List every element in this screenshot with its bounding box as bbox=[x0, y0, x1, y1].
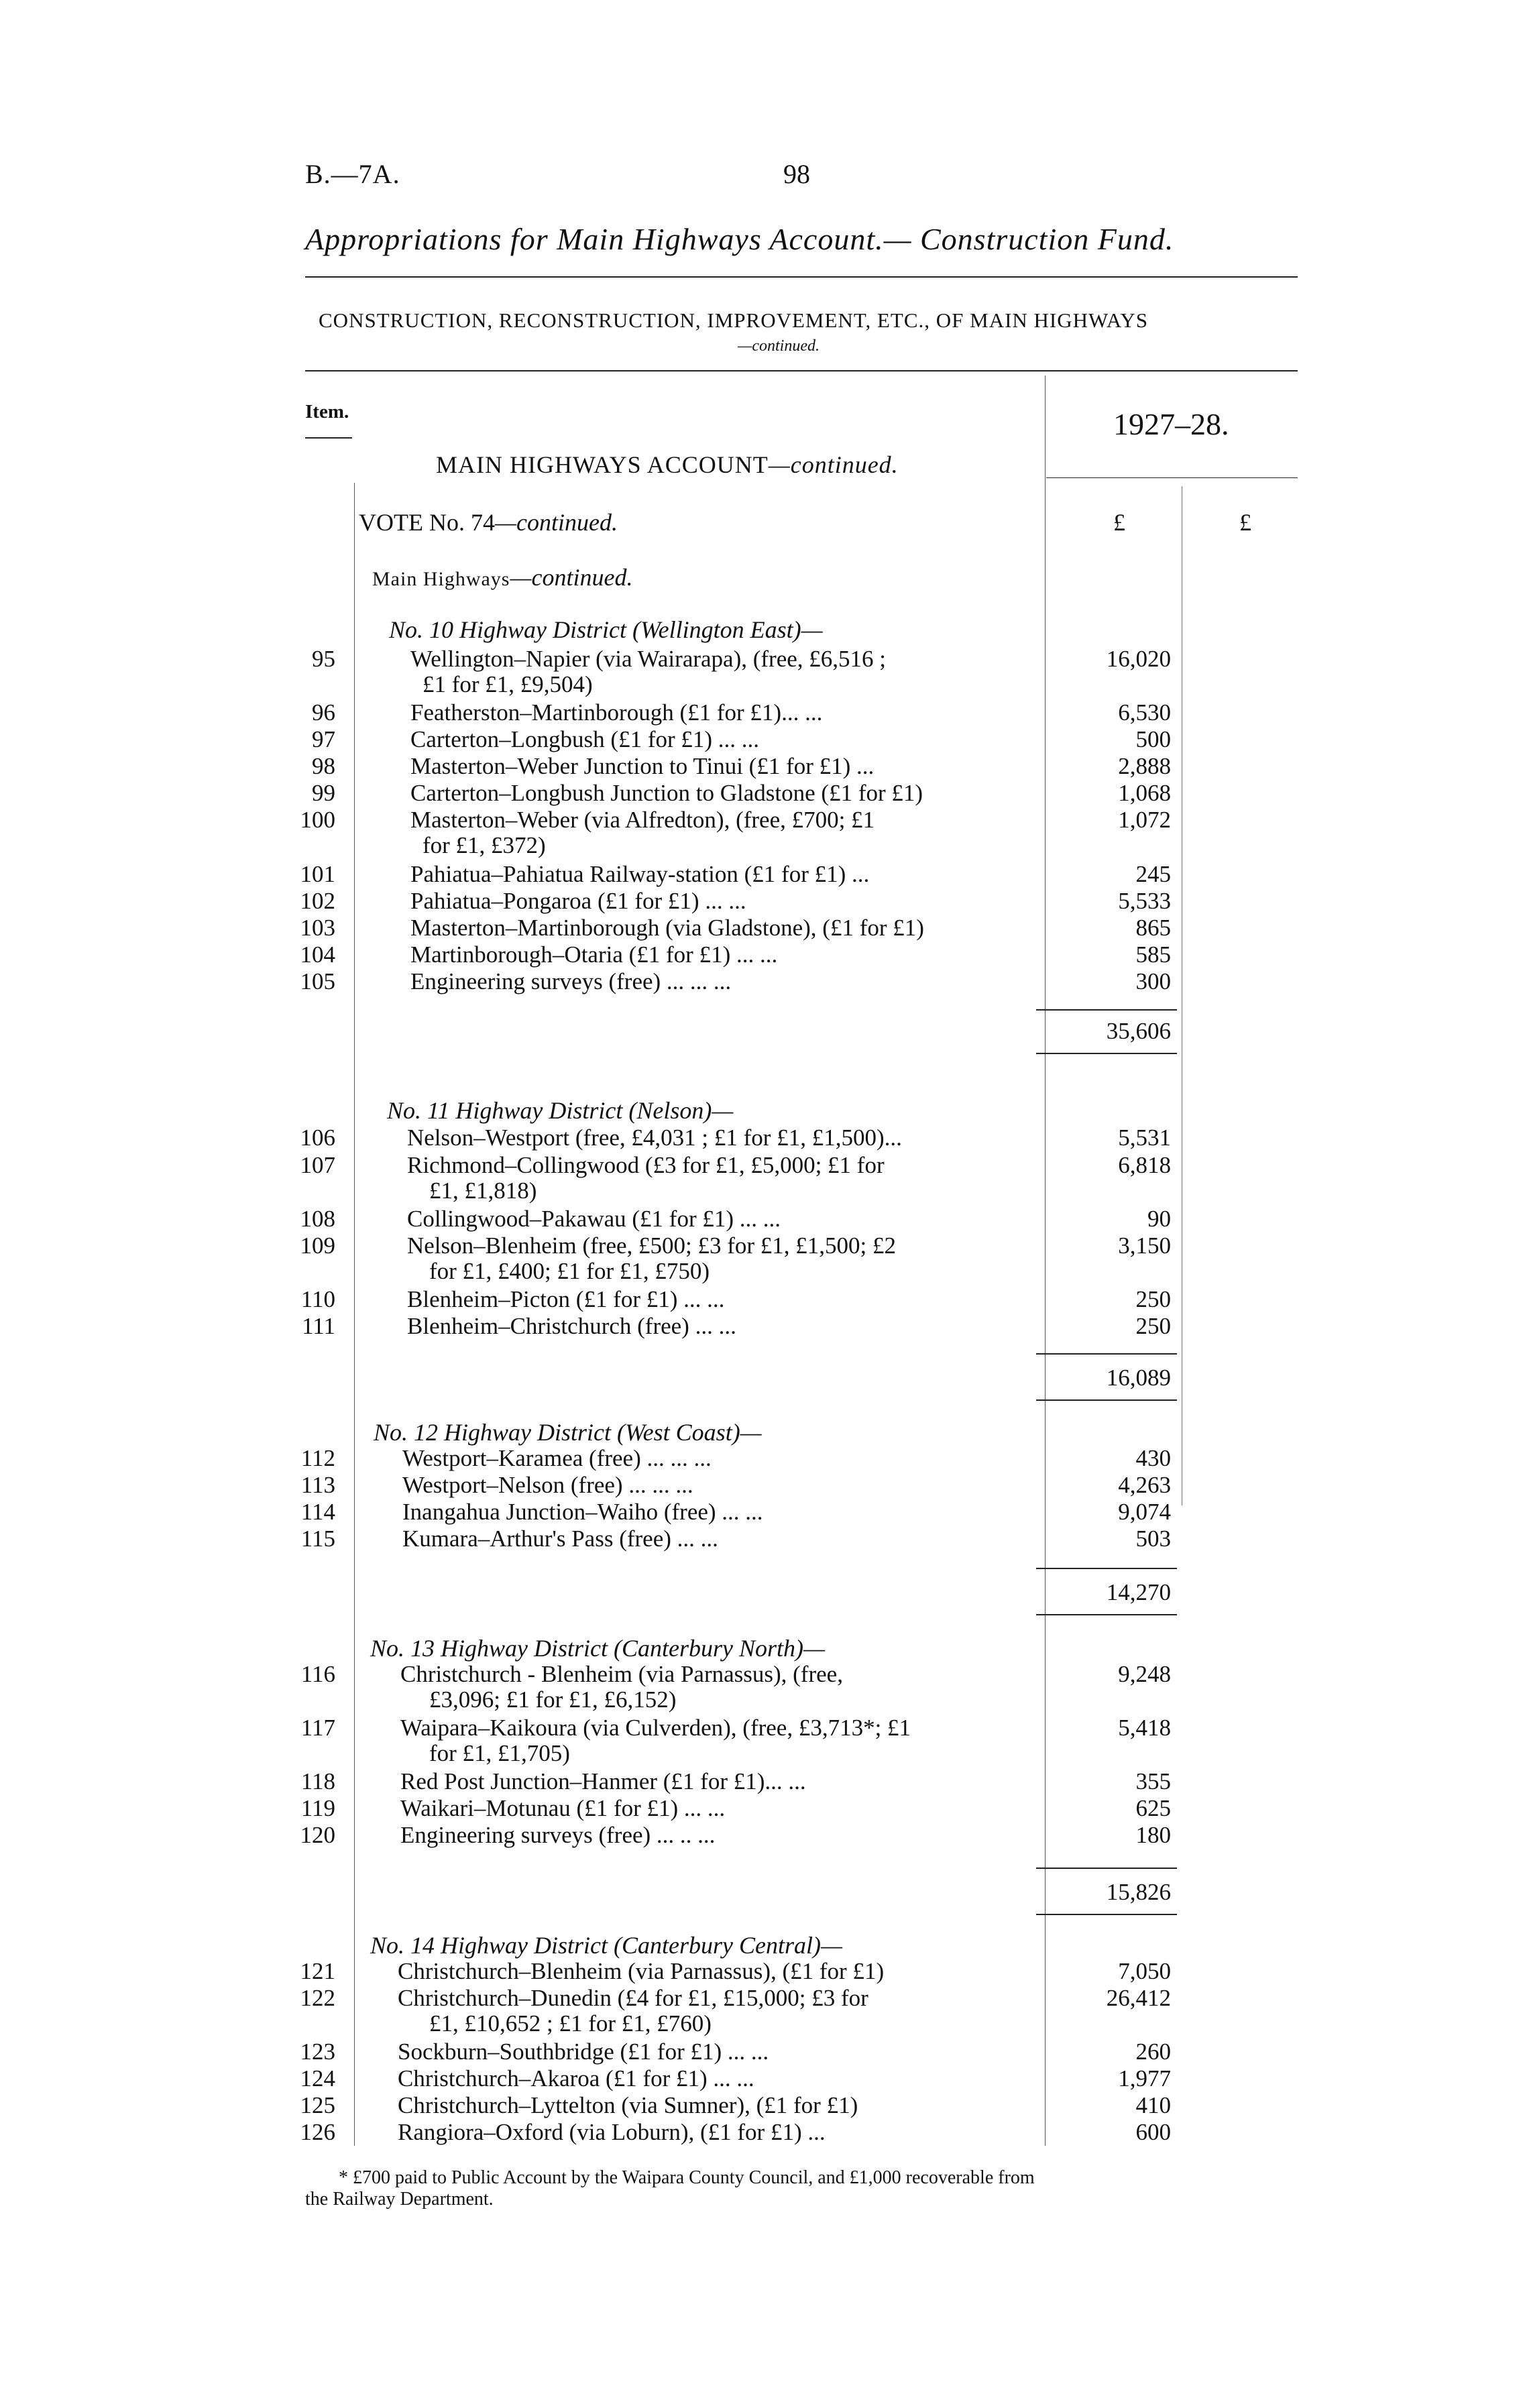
item-description: Red Post Junction–Hanmer (£1 for £1)... ... bbox=[400, 1768, 806, 1794]
item-number: 99 bbox=[312, 780, 335, 806]
item-description: Christchurch–Dunedin (£4 for £1, £15,000; £3 for bbox=[398, 1985, 868, 2011]
item-number: 121 bbox=[300, 1958, 335, 1984]
item-amount: 260 bbox=[1135, 2039, 1171, 2065]
item-description: Christchurch–Lyttelton (via Sumner), (£1 for £1) bbox=[398, 2092, 858, 2118]
item-header-underline bbox=[305, 437, 352, 439]
item-column-rule bbox=[354, 483, 355, 2146]
item-description: Rangiora–Oxford (via Loburn), (£1 for £1) ... bbox=[398, 2119, 826, 2145]
item-description: Blenheim–Christchurch (free) ... ... bbox=[407, 1313, 736, 1339]
item-amount: 16,020 bbox=[1106, 646, 1171, 672]
pound-column-b: £ bbox=[1239, 509, 1251, 536]
item-description: Waipara–Kaikoura (via Culverden), (free, £3,713*; £1 bbox=[400, 1715, 911, 1741]
item-number: 105 bbox=[300, 968, 335, 994]
item-number: 98 bbox=[312, 753, 335, 779]
item-description: Masterton–Martinborough (via Gladstone), (£1 for £1) bbox=[410, 915, 924, 941]
subtotal-rule bbox=[1036, 1399, 1177, 1401]
year-column-header: 1927–28. bbox=[1113, 407, 1229, 441]
item-amount: 250 bbox=[1135, 1286, 1171, 1312]
item-amount: 503 bbox=[1135, 1526, 1171, 1552]
item-amount: 250 bbox=[1135, 1313, 1171, 1339]
item-number: 97 bbox=[312, 726, 335, 752]
table-row bbox=[0, 1985, 1521, 2037]
item-description: Sockburn–Southbridge (£1 for £1) ... ... bbox=[398, 2039, 769, 2065]
item-description: Pahiatua–Pahiatua Railway-station (£1 for £1) ... bbox=[410, 861, 870, 887]
item-amount: 9,074 bbox=[1118, 1499, 1171, 1525]
item-description-continued: for £1, £1,705) bbox=[429, 1740, 570, 1766]
district-heading: No. 14 Highway District (Canterbury Central)— bbox=[370, 1932, 842, 1959]
item-number: 116 bbox=[300, 1661, 335, 1687]
table-row bbox=[0, 2065, 1521, 2091]
item-description: Engineering surveys (free) ... ... ... bbox=[410, 968, 732, 994]
table-row bbox=[0, 699, 1521, 726]
item-description: Collingwood–Pakawau (£1 for £1) ... ... bbox=[407, 1206, 781, 1232]
item-description: Featherston–Martinborough (£1 for £1)... ... bbox=[410, 699, 823, 726]
item-amount: 1,977 bbox=[1118, 2065, 1171, 2091]
table-row bbox=[0, 753, 1521, 779]
item-description: Inangahua Junction–Waiho (free) ... ... bbox=[402, 1499, 763, 1525]
table-row bbox=[0, 1795, 1521, 1821]
item-number: 119 bbox=[300, 1795, 335, 1821]
item-amount: 600 bbox=[1135, 2119, 1171, 2145]
item-amount: 180 bbox=[1135, 1822, 1171, 1848]
item-description: Christchurch–Blenheim (via Parnassus), (£1 for £1) bbox=[398, 1958, 885, 1984]
item-amount: 355 bbox=[1135, 1768, 1171, 1794]
item-description: Carterton–Longbush (£1 for £1) ... ... bbox=[410, 726, 760, 752]
item-amount: 865 bbox=[1135, 915, 1171, 941]
district-subtotal: 14,270 bbox=[1106, 1579, 1171, 1605]
item-number: 109 bbox=[300, 1232, 335, 1259]
item-amount: 3,150 bbox=[1118, 1232, 1171, 1259]
table-row bbox=[0, 780, 1521, 806]
item-description-continued: £1, £10,652 ; £1 for £1, £760) bbox=[429, 2010, 712, 2037]
item-description: Nelson–Blenheim (free, £500; £3 for £1, £1,500; £2 bbox=[407, 1232, 897, 1259]
item-description: Blenheim–Picton (£1 for £1) ... ... bbox=[407, 1286, 725, 1312]
district-heading: No. 13 Highway District (Canterbury North)— bbox=[370, 1635, 826, 1662]
item-description: Wellington–Napier (via Wairarapa), (free, £6,516 ; bbox=[410, 646, 886, 672]
main-highways-heading: Main Highways—continued. bbox=[372, 564, 633, 591]
table-top-rule bbox=[305, 370, 1298, 371]
item-amount: 6,530 bbox=[1118, 699, 1171, 726]
item-amount: 245 bbox=[1135, 861, 1171, 887]
title-rule bbox=[305, 276, 1298, 278]
vote-heading: VOTE No. 74—continued. bbox=[359, 509, 618, 536]
item-number: 122 bbox=[300, 1985, 335, 2011]
item-amount: 9,248 bbox=[1118, 1661, 1171, 1687]
document-reference: B.—7A. bbox=[305, 159, 400, 189]
item-description: Martinborough–Otaria (£1 for £1) ... ... bbox=[410, 941, 778, 968]
item-description: Christchurch–Akaroa (£1 for £1) ... ... bbox=[398, 2065, 754, 2091]
item-amount: 6,818 bbox=[1118, 1152, 1171, 1178]
amount-column-rule bbox=[1045, 376, 1046, 2146]
table-row bbox=[0, 1286, 1521, 1312]
item-amount: 430 bbox=[1135, 1445, 1171, 1471]
table-row bbox=[0, 1313, 1521, 1339]
subtotal-rule bbox=[1036, 1568, 1177, 1569]
table-row bbox=[0, 1958, 1521, 1984]
item-number: 117 bbox=[300, 1715, 335, 1741]
item-amount: 585 bbox=[1135, 941, 1171, 968]
district-subtotal: 16,089 bbox=[1106, 1365, 1171, 1391]
item-number: 112 bbox=[300, 1445, 335, 1471]
subtotal-rule bbox=[1036, 1914, 1177, 1915]
item-description: Kumara–Arthur's Pass (free) ... ... bbox=[402, 1526, 718, 1552]
subtotal-rule bbox=[1036, 1868, 1177, 1869]
item-description-continued: for £1, £400; £1 for £1, £750) bbox=[429, 1258, 710, 1284]
district-heading: No. 10 Highway District (Wellington East)— bbox=[389, 616, 823, 643]
item-number: 118 bbox=[300, 1768, 335, 1794]
item-number: 106 bbox=[300, 1125, 335, 1151]
table-row bbox=[0, 1768, 1521, 1794]
item-amount: 410 bbox=[1135, 2092, 1171, 2118]
section-subtitle-continued: —continued. bbox=[738, 337, 820, 355]
item-number: 104 bbox=[300, 941, 335, 968]
subtotal-rule bbox=[1036, 1614, 1177, 1615]
item-amount: 300 bbox=[1135, 968, 1171, 994]
item-number: 95 bbox=[312, 646, 335, 672]
item-number: 108 bbox=[300, 1206, 335, 1232]
item-number: 101 bbox=[300, 861, 335, 887]
page-number: 98 bbox=[783, 159, 810, 189]
table-row bbox=[0, 2092, 1521, 2118]
item-amount: 90 bbox=[1147, 1206, 1171, 1232]
table-row bbox=[0, 726, 1521, 752]
table-row bbox=[0, 1152, 1521, 1204]
subtotal-rule bbox=[1036, 1009, 1177, 1011]
item-description: Westport–Nelson (free) ... ... ... bbox=[402, 1472, 693, 1498]
subtotal-rule bbox=[1036, 1353, 1177, 1355]
item-number: 124 bbox=[300, 2065, 335, 2091]
item-number: 103 bbox=[300, 915, 335, 941]
item-number: 125 bbox=[300, 2092, 335, 2118]
item-description: Waikari–Motunau (£1 for £1) ... ... bbox=[400, 1795, 726, 1821]
item-description: Masterton–Weber (via Alfredton), (free, £700; £1 bbox=[410, 807, 875, 833]
footnote-line-2: the Railway Department. bbox=[305, 2189, 494, 2210]
pound-column-a: £ bbox=[1113, 509, 1125, 536]
year-header-rule bbox=[1046, 477, 1298, 478]
item-description: Pahiatua–Pongaroa (£1 for £1) ... ... bbox=[410, 888, 746, 914]
item-amount: 1,068 bbox=[1118, 780, 1171, 806]
item-number: 123 bbox=[300, 2039, 335, 2065]
item-amount: 5,418 bbox=[1118, 1715, 1171, 1741]
table-row bbox=[0, 861, 1521, 887]
footnote-line-1: * £700 paid to Public Account by the Waipara County Council, and £1,000 recoverable from bbox=[339, 2167, 1035, 2188]
district-subtotal: 15,826 bbox=[1106, 1879, 1171, 1905]
district-heading: No. 12 Highway District (West Coast)— bbox=[374, 1419, 762, 1446]
item-amount: 2,888 bbox=[1118, 753, 1171, 779]
item-number: 115 bbox=[300, 1526, 335, 1552]
item-description: Engineering surveys (free) ... .. ... bbox=[400, 1822, 716, 1848]
item-description-continued: £3,096; £1 for £1, £6,152) bbox=[429, 1686, 677, 1713]
item-amount: 500 bbox=[1135, 726, 1171, 752]
item-number: 100 bbox=[300, 807, 335, 833]
item-description: Richmond–Collingwood (£3 for £1, £5,000; £1 for bbox=[407, 1152, 885, 1178]
item-number: 96 bbox=[312, 699, 335, 726]
table-row bbox=[0, 1822, 1521, 1848]
item-description: Nelson–Westport (free, £4,031 ; £1 for £1, £1,500)... bbox=[407, 1125, 902, 1151]
table-row bbox=[0, 1232, 1521, 1284]
item-description-continued: £1 for £1, £9,504) bbox=[422, 671, 593, 697]
table-row bbox=[0, 1661, 1521, 1713]
item-description-continued: £1, £1,818) bbox=[429, 1178, 537, 1204]
section-subtitle: CONSTRUCTION, RECONSTRUCTION, IMPROVEMENT, ETC., OF MAIN HIGHWAYS bbox=[319, 308, 1149, 332]
item-amount: 5,531 bbox=[1118, 1125, 1171, 1151]
table-row bbox=[0, 968, 1521, 994]
item-column-header: Item. bbox=[305, 401, 349, 422]
item-amount: 4,263 bbox=[1118, 1472, 1171, 1498]
table-row bbox=[0, 2119, 1521, 2145]
table-row bbox=[0, 1445, 1521, 1471]
item-description: Masterton–Weber Junction to Tinui (£1 for £1) ... bbox=[410, 753, 875, 779]
page-title: Appropriations for Main Highways Account.— Construction Fund. bbox=[305, 222, 1174, 256]
item-number: 114 bbox=[300, 1499, 335, 1525]
district-subtotal: 35,606 bbox=[1106, 1018, 1171, 1044]
item-number: 113 bbox=[300, 1472, 335, 1498]
item-number: 107 bbox=[300, 1152, 335, 1178]
district-heading: No. 11 Highway District (Nelson)— bbox=[387, 1097, 734, 1124]
item-amount: 26,412 bbox=[1106, 1985, 1171, 2011]
item-description: Carterton–Longbush Junction to Gladstone (£1 for £1) bbox=[410, 780, 923, 806]
subtotal-rule bbox=[1036, 1053, 1177, 1054]
item-description: Christchurch - Blenheim (via Parnassus), (free, bbox=[400, 1661, 843, 1687]
item-number: 120 bbox=[300, 1822, 335, 1848]
item-amount: 625 bbox=[1135, 1795, 1171, 1821]
item-number: 102 bbox=[300, 888, 335, 914]
table-row bbox=[0, 941, 1521, 968]
item-amount: 1,072 bbox=[1118, 807, 1171, 833]
item-amount: 5,533 bbox=[1118, 888, 1171, 914]
item-number: 110 bbox=[300, 1286, 335, 1312]
item-description-continued: for £1, £372) bbox=[422, 832, 546, 858]
item-amount: 7,050 bbox=[1118, 1958, 1171, 1984]
table-row bbox=[0, 1472, 1521, 1498]
item-number: 111 bbox=[302, 1313, 335, 1339]
account-heading: MAIN HIGHWAYS ACCOUNT—continued. bbox=[436, 451, 899, 478]
item-description: Westport–Karamea (free) ... ... ... bbox=[402, 1445, 712, 1471]
item-number: 126 bbox=[300, 2119, 335, 2145]
